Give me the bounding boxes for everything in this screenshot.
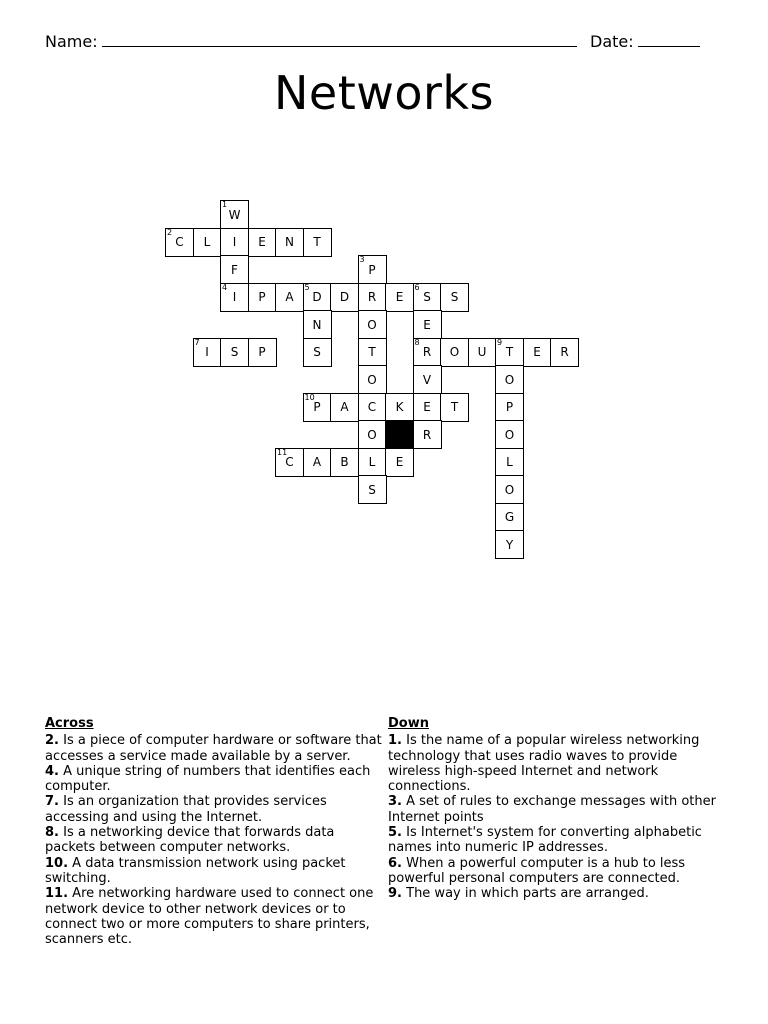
- grid-cell[interactable]: [358, 310, 387, 339]
- cell-letter: T: [368, 345, 376, 359]
- clue-item-number: 6.: [388, 855, 402, 871]
- grid-cell[interactable]: [550, 338, 579, 367]
- grid-cell[interactable]: [275, 448, 304, 477]
- cell-letter: T: [450, 400, 459, 414]
- grid-cell[interactable]: [358, 393, 387, 422]
- cell-letter: V: [422, 372, 432, 387]
- clue-item-number: 4.: [45, 763, 59, 779]
- across-clue-list: [45, 733, 385, 947]
- down-clue-list: [388, 733, 718, 901]
- clue-item-text: Is an organization that provides services accessing and using the Internet.: [45, 794, 327, 825]
- cell-letter: I: [205, 345, 209, 359]
- clue-item-text: Is a networking device that forwards data packets between computer networks.: [45, 825, 335, 856]
- clue-item: [388, 794, 718, 825]
- cell-letter: O: [504, 427, 515, 442]
- cell-letter: P: [505, 400, 514, 414]
- clue-item-number: 1.: [388, 733, 402, 749]
- clue-item: [45, 764, 385, 795]
- cell-letter: A: [312, 455, 322, 469]
- clue-item-text: A set of rules to exchange messages with other Internet points: [388, 794, 716, 825]
- down-heading: Down: [388, 716, 429, 731]
- cell-letter: R: [367, 290, 377, 304]
- cell-letter: A: [285, 290, 294, 304]
- grid-cell[interactable]: [165, 228, 194, 257]
- clue-item-number: 9.: [388, 886, 402, 902]
- cell-letter: P: [313, 400, 321, 414]
- clue-number: 9: [497, 337, 503, 347]
- grid-cell[interactable]: [248, 283, 277, 312]
- grid-cell[interactable]: [440, 338, 469, 367]
- grid-cell[interactable]: [495, 420, 524, 449]
- cell-letter: E: [258, 235, 266, 249]
- cell-letter: I: [232, 235, 237, 249]
- grid-cell[interactable]: [495, 475, 524, 504]
- grid-cell[interactable]: [440, 393, 469, 422]
- clue-number: 2: [167, 227, 173, 237]
- clue-number: 5: [304, 282, 310, 292]
- clue-number: 7: [194, 337, 200, 347]
- cell-letter: D: [312, 290, 322, 304]
- cell-letter: S: [368, 482, 376, 497]
- cell-letter: L: [203, 235, 211, 249]
- cell-letter: Y: [505, 537, 514, 552]
- grid-cell[interactable]: [385, 283, 414, 312]
- clue-item: [388, 825, 718, 856]
- grid-cell[interactable]: [220, 283, 249, 312]
- grid-cell[interactable]: [495, 393, 524, 422]
- grid-cell[interactable]: [303, 338, 332, 367]
- grid-cell[interactable]: [303, 283, 332, 312]
- grid-cell[interactable]: [303, 448, 332, 477]
- clue-item-text: Is Internet's system for converting alphabetic names into numeric IP addresses.: [388, 825, 702, 856]
- cell-letter: C: [285, 455, 294, 469]
- clue-item-number: 3.: [388, 794, 402, 810]
- clue-number: 4: [222, 282, 228, 292]
- cell-letter: N: [285, 235, 294, 249]
- cell-letter: E: [395, 455, 404, 469]
- cell-letter: R: [422, 345, 432, 359]
- cell-letter: K: [395, 400, 404, 414]
- clue-item: [45, 794, 385, 825]
- grid-cell[interactable]: [275, 228, 304, 257]
- cell-letter: W: [228, 207, 241, 222]
- cell-letter: P: [258, 345, 266, 359]
- grid-cell[interactable]: [358, 255, 387, 284]
- across-clues: [45, 716, 385, 947]
- cell-letter: E: [533, 345, 541, 359]
- cell-letter: E: [395, 290, 404, 304]
- grid-cell[interactable]: [248, 338, 277, 367]
- clue-item-text: Are networking hardware used to connect one network device to other network devices or to connect two or more computers to share printers, scanners etc.: [45, 886, 374, 948]
- grid-cell[interactable]: [440, 283, 469, 312]
- cell-letter: P: [368, 262, 376, 277]
- grid-cell[interactable]: [413, 365, 442, 394]
- clue-item: [388, 856, 718, 887]
- down-clues: [388, 716, 718, 902]
- cell-letter: O: [504, 372, 515, 387]
- cell-letter: O: [367, 427, 377, 442]
- grid-cell[interactable]: [523, 338, 552, 367]
- clue-number: 11: [277, 447, 288, 457]
- clue-item-text: When a powerful computer is a hub to less powerful personal computers are connected.: [388, 855, 686, 886]
- cell-letter: A: [340, 400, 349, 414]
- cell-letter: E: [423, 400, 431, 414]
- grid-cell[interactable]: [220, 338, 249, 367]
- cell-letter: E: [423, 317, 431, 332]
- grid-black-cell: [385, 420, 414, 449]
- grid-cell[interactable]: [385, 448, 414, 477]
- cell-letter: C: [367, 400, 377, 414]
- grid-cell[interactable]: [385, 393, 414, 422]
- cell-letter: D: [339, 290, 350, 304]
- grid-cell[interactable]: [220, 228, 249, 257]
- grid-cell[interactable]: [220, 255, 249, 284]
- grid-cell[interactable]: [495, 530, 524, 559]
- grid-cell[interactable]: [330, 283, 359, 312]
- clue-item-number: 8.: [45, 825, 59, 841]
- clue-item-text: A unique string of numbers that identifies each computer.: [45, 763, 371, 795]
- clue-item: [388, 886, 718, 901]
- grid-cell[interactable]: [468, 338, 497, 367]
- grid-cell[interactable]: [303, 393, 332, 422]
- cell-letter: S: [423, 290, 431, 304]
- cell-letter: F: [231, 262, 238, 277]
- grid-cell[interactable]: [358, 448, 387, 477]
- cell-letter: P: [258, 290, 266, 304]
- grid-cell[interactable]: [358, 420, 387, 449]
- cell-letter: O: [449, 345, 460, 359]
- clue-item-number: 2.: [45, 733, 59, 749]
- grid-cell[interactable]: [220, 200, 249, 229]
- cell-letter: I: [232, 290, 237, 304]
- grid-cell[interactable]: [413, 338, 442, 367]
- grid-cell[interactable]: [358, 365, 387, 394]
- cell-letter: O: [367, 317, 377, 332]
- cell-letter: R: [560, 345, 569, 359]
- date-label: Date:: [590, 32, 634, 51]
- grid-cell[interactable]: [358, 475, 387, 504]
- clue-item-number: 10.: [45, 855, 69, 871]
- clue-number: 6: [414, 282, 420, 292]
- clue-item: [45, 825, 385, 856]
- grid-cell[interactable]: [495, 503, 524, 532]
- clue-item: [45, 856, 385, 887]
- clue-number: 3: [359, 255, 365, 264]
- cell-letter: N: [312, 317, 322, 332]
- grid-cell[interactable]: [413, 420, 442, 449]
- cell-letter: S: [313, 345, 321, 359]
- cell-letter: B: [340, 455, 349, 469]
- cell-letter: T: [313, 235, 321, 249]
- cell-letter: L: [368, 455, 376, 469]
- clue-item-text: Is the name of a popular wireless networking technology that uses radio waves to provide wireless high-speed Internet and network connections.: [388, 733, 700, 795]
- grid-cell[interactable]: [330, 393, 359, 422]
- cell-letter: S: [450, 290, 459, 304]
- cell-letter: S: [230, 345, 239, 359]
- cell-letter: O: [504, 482, 515, 497]
- grid-cell[interactable]: [248, 228, 277, 257]
- grid-cell[interactable]: [495, 448, 524, 477]
- clue-item-number: 11.: [45, 886, 69, 902]
- grid-cell[interactable]: [413, 283, 442, 312]
- grid-cell[interactable]: [413, 310, 442, 339]
- cell-letter: C: [175, 235, 184, 249]
- clue-item-text: Is a piece of computer hardware or software that accesses a service made available by a server.: [45, 733, 382, 764]
- cell-letter: T: [505, 345, 514, 359]
- across-heading: Across: [45, 716, 94, 731]
- clue-item-number: 7.: [45, 794, 59, 810]
- clue-item-text: A data transmission network using packet switching.: [45, 855, 346, 886]
- page-title: Networks: [273, 66, 495, 120]
- cell-letter: O: [367, 372, 377, 387]
- grid-cell[interactable]: [275, 283, 304, 312]
- clue-number: 8: [414, 337, 420, 347]
- clue-number: 1: [222, 200, 228, 209]
- cell-letter: L: [506, 455, 513, 469]
- grid-cell[interactable]: [413, 393, 442, 422]
- grid-cell[interactable]: [303, 310, 332, 339]
- clue-item: [45, 733, 385, 764]
- clue-number: 10: [304, 392, 315, 402]
- cell-letter: R: [422, 427, 432, 442]
- grid-cell[interactable]: [358, 338, 387, 367]
- clue-item-number: 5.: [388, 825, 402, 841]
- name-label: Name:: [45, 32, 98, 51]
- clue-item-text: The way in which parts are arranged.: [406, 886, 649, 902]
- clue-item: [45, 886, 385, 947]
- grid-cell[interactable]: [193, 338, 222, 367]
- grid-cell[interactable]: [495, 365, 524, 394]
- grid-cell[interactable]: [193, 228, 222, 257]
- cell-letter: U: [477, 345, 487, 359]
- grid-cell[interactable]: [303, 228, 332, 257]
- clue-item: [388, 733, 718, 794]
- cell-letter: G: [504, 510, 515, 524]
- grid-cell[interactable]: [358, 283, 387, 312]
- grid-cell[interactable]: [495, 338, 524, 367]
- grid-cell[interactable]: [330, 448, 359, 477]
